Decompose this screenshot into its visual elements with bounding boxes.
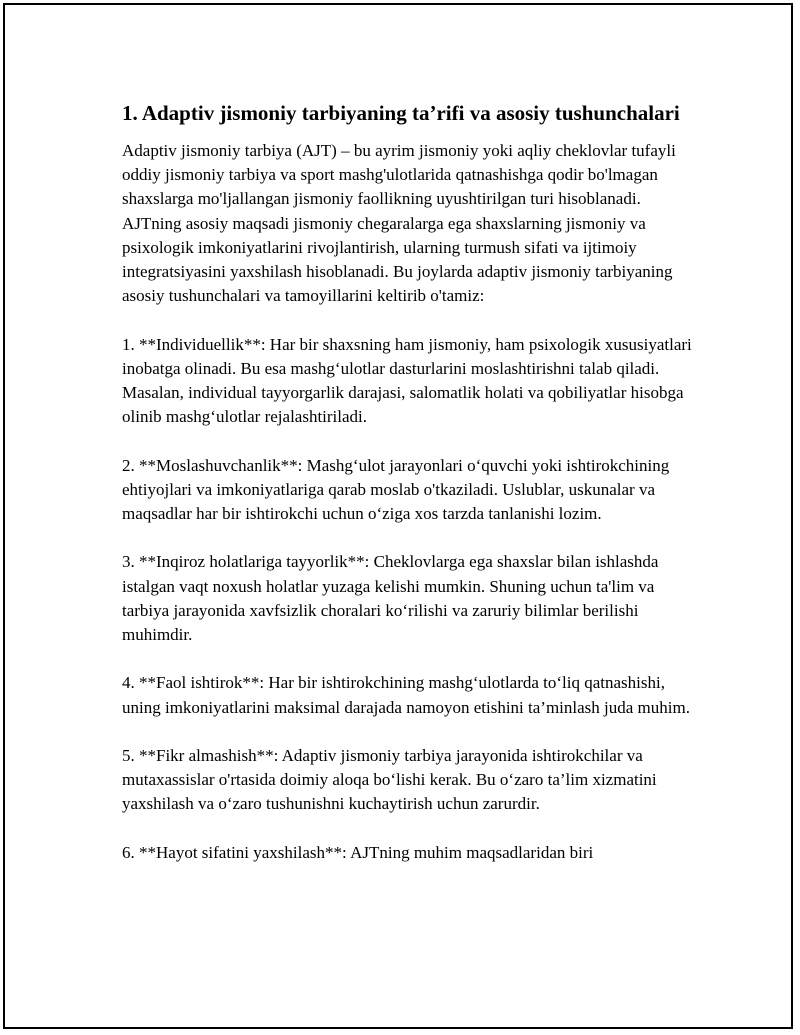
principle-item-6: 6. **Hayot sifatini yaxshilash**: AJTning muhim maqsadlaridan biri	[122, 842, 594, 862]
document-body	[122, 99, 697, 865]
principle-item-4: 4. **Faol ishtirok**: Har bir ishtirokchining mashg‘ulotlarda to‘liq qatnashishi, uning imkoniyatlarini maksimal darajada namoyon etishini ta’minlash juda muhim.	[122, 673, 690, 717]
principle-item-5: 5. **Fikr almashish**: Adaptiv jismoniy tarbiya jarayonida ishtirokchilar va mutaxassislar o'rtasida doimiy aloqa bo‘lishi kerak. Bu o‘zaro ta’lim xizmatini yaxshilash va o‘zaro tushunishni kuchaytirish uchun zarurdir.	[122, 746, 657, 814]
page-frame	[3, 3, 793, 1029]
principle-item-3: 3. **Inqiroz holatlariga tayyorlik**: Cheklovlarga ega shaxslar bilan ishlashda istalgan vaqt noxush holatlar yuzaga kelishi mumkin. Shuning uchun ta'lim va tarbiya jarayonida xavfsizlik choralari ko‘rilishi va zaruriy bilimlar berilishi muhimdir.	[122, 552, 659, 645]
principle-item-2: 2. **Moslashuvchanlik**: Mashg‘ulot jarayonlari o‘quvchi yoki ishtirokchining ehtiyojlari va imkoniyatlariga qarab moslab o'tkaziladi. Uslublar, uskunalar va maqsadlar har bir ishtirokchi uchun o‘ziga xos tarzda tanlanishi lozim.	[122, 455, 670, 524]
document-title: 1. Adaptiv jismoniy tarbiyaning ta’rifi va asosiy tushunchalari	[122, 101, 680, 125]
intro-paragraph: Adaptiv jismoniy tarbiya (AJT) – bu ayrim jismoniy yoki aqliy cheklovlar tufayli oddiy jismoniy tarbiya va sport mashg'ulotlarida qatnashishga qodir bo'lmagan shaxslarga mo'ljallangan jismoniy faollikning uyushtirilgan turi hisoblanadi. AJTning asosiy maqsadi jismoniy chegaralarga ega shaxslarning jismoniy va psixologik imkoniyatlarini rivojlantirish, ularning turmush sifati va ijtimoiy integratsiyasini yaxshilash hisoblanadi. Bu joylarda adaptiv jismoniy tarbiyaning asosiy tushunchalari va tamoyillarini keltirib o'tamiz:	[122, 141, 676, 306]
principle-item-1: 1. **Individuellik**: Har bir shaxsning ham jismoniy, ham psixologik xususiyatlari inobatga olinadi. Bu esa mashg‘ulotlar dasturlarini moslashtirishni talab qiladi. Masalan, individual tayyorgarlik darajasi, salomatlik holati va qobiliyatlar hisobga olinib mashg‘ulotlar rejalashtiriladi.	[122, 334, 692, 427]
